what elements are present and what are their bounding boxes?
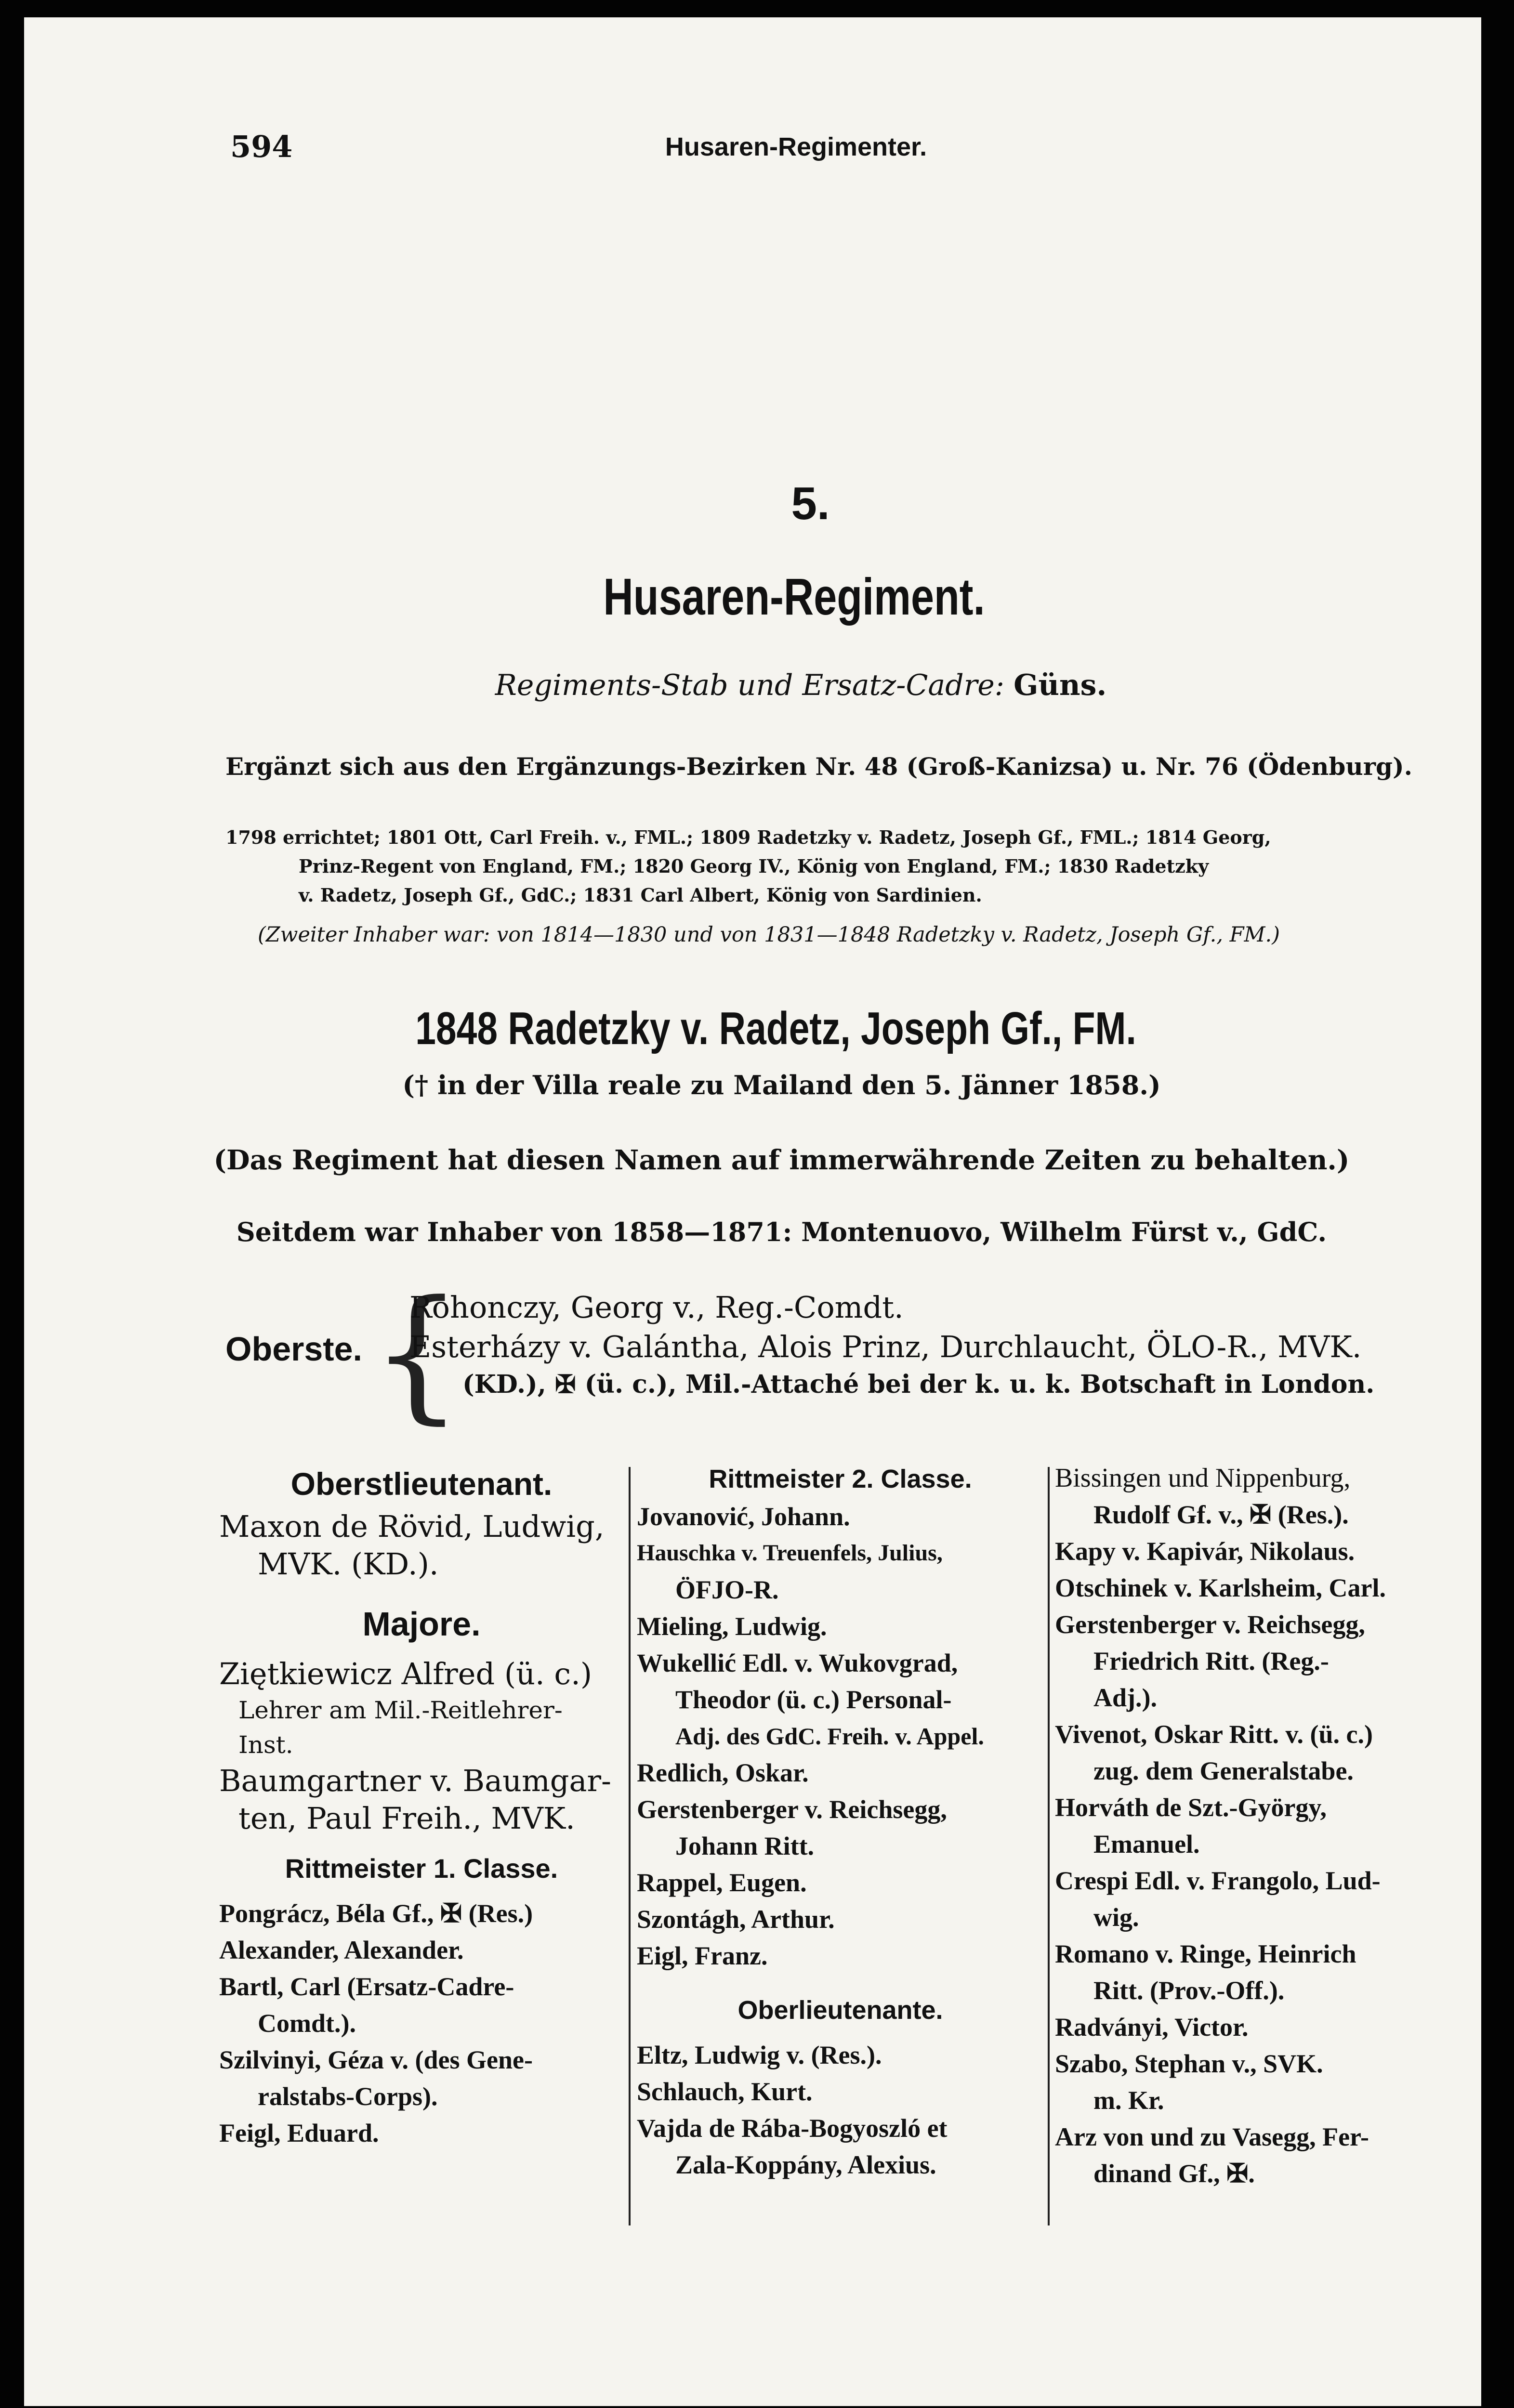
entry: Eltz, Ludwig v. (Res.). xyxy=(637,2041,882,2069)
entry: zug. dem Generalstabe. xyxy=(1093,1756,1354,1785)
entry: Arz von und zu Vasegg, Fer- xyxy=(1055,2122,1369,2151)
page-number: 594 xyxy=(230,129,293,164)
entry: MVK. (KD.). xyxy=(258,1546,439,1582)
owner-since: Seitdem war Inhaber von 1858—1871: Montenuovo, Wilhelm Fürst v., GdC. xyxy=(236,1217,1327,1247)
running-head: Husaren-Regimenter. xyxy=(665,132,927,161)
entry: Ritt. (Prov.-Off.). xyxy=(1093,1976,1285,2005)
oberste-brace: { xyxy=(371,1269,463,1438)
regiment-number: 5. xyxy=(791,478,830,529)
document-page xyxy=(24,17,1481,2406)
column-2 xyxy=(637,1460,1044,2183)
entry: Lehrer am Mil.-Reitlehrer- xyxy=(238,1696,563,1724)
entry: Inst. xyxy=(238,1731,293,1759)
entry: Horváth de Szt.-György, xyxy=(1055,1793,1327,1822)
entry: Szilvinyi, Géza v. (des Gene- xyxy=(219,2045,533,2074)
history-line-1: 1798 errichtet; 1801 Ott, Carl Freih. v., FML.; 1809 Radetzky v. Radetz, Joseph Gf., FML.; 1814 Georg, xyxy=(225,826,1271,848)
oberstlieutenant-heading: Oberstlieutenant. xyxy=(290,1466,553,1502)
rittmeister1-heading: Rittmeister 1. Classe. xyxy=(285,1853,558,1884)
entry: Kapy v. Kapivár, Nikolaus. xyxy=(1055,1537,1355,1566)
rittmeister2-heading: Rittmeister 2. Classe. xyxy=(709,1465,972,1493)
column-divider-2 xyxy=(1048,1467,1050,2225)
entry: Redlich, Oskar. xyxy=(637,1758,809,1787)
oberlieutenante-heading: Oberlieutenante. xyxy=(737,1996,943,2025)
entry: dinand Gf., ✠. xyxy=(1093,2159,1255,2188)
entry: wig. xyxy=(1093,1903,1139,1932)
entry: Crespi Edl. v. Frangolo, Lud- xyxy=(1055,1866,1381,1895)
entry: Jovanović, Johann. xyxy=(637,1502,850,1531)
staff-line xyxy=(24,668,1481,702)
entry: Baumgartner v. Baumgar- xyxy=(219,1763,611,1798)
entry: Emanuel. xyxy=(1093,1830,1200,1858)
entry: Alexander, Alexander. xyxy=(219,1936,464,1964)
entry: ÖFJO-R. xyxy=(675,1575,779,1604)
entry: Mieling, Ludwig. xyxy=(637,1612,827,1641)
staff-label: Regiments-Stab und Ersatz-Cadre: xyxy=(495,668,1005,702)
majore-heading: Majore. xyxy=(362,1605,481,1643)
entry: ralstabs-Corps). xyxy=(258,2082,438,2111)
oberste-line-2: Esterházy v. Galántha, Alois Prinz, Durchlaucht, ÖLO-R., MVK. xyxy=(409,1329,1362,1364)
column-1 xyxy=(219,1460,624,2151)
oberste-line-1: Rohonczy, Georg v., Reg.-Comdt. xyxy=(409,1290,904,1325)
entry: Rappel, Eugen. xyxy=(637,1868,807,1897)
history-line-2: Prinz-Regent von England, FM.; 1820 Georg IV., König von England, FM.; 1830 Radetzky xyxy=(299,855,1209,877)
entry: Ziętkiewicz Alfred (ü. c.) xyxy=(219,1656,592,1691)
entry: Bissingen und Nippenburg, xyxy=(1055,1463,1351,1493)
owner-note: (Das Regiment hat diesen Namen auf immerwährende Zeiten zu behalten.) xyxy=(213,1144,1350,1176)
entry: Szabo, Stephan v., SVK. xyxy=(1055,2049,1323,2078)
second-owner-line: (Zweiter Inhaber war: von 1814—1830 und von 1831—1848 Radetzky v. Radetz, Joseph Gf., FM.) xyxy=(258,923,1280,947)
entry: Rudolf Gf. v., ✠ (Res.). xyxy=(1093,1500,1349,1529)
regiment-title: Husaren-Regiment. xyxy=(603,567,985,626)
entry: Zala-Koppány, Alexius. xyxy=(675,2150,936,2179)
entry: Otschinek v. Karlsheim, Carl. xyxy=(1055,1573,1386,1602)
entry: Romano v. Ringe, Heinrich xyxy=(1055,1939,1356,1968)
entry: Feigl, Eduard. xyxy=(219,2119,379,2147)
entry: Friedrich Ritt. (Reg.- xyxy=(1093,1647,1329,1675)
entry: Pongrácz, Béla Gf., ✠ (Res.) xyxy=(219,1899,533,1928)
owner-death: († in der Villa reale zu Mailand den 5. Jänner 1858.) xyxy=(402,1070,1161,1100)
entry: Theodor (ü. c.) Personal- xyxy=(675,1685,952,1714)
entry: Adj.). xyxy=(1093,1683,1157,1712)
column-divider-1 xyxy=(629,1467,631,2225)
entry: Wukellić Edl. v. Wukovgrad, xyxy=(637,1649,958,1677)
entry: Adj. des GdC. Freih. v. Appel. xyxy=(675,1723,984,1750)
entry: Comdt.). xyxy=(258,2009,356,2038)
entry: Szontágh, Arthur. xyxy=(637,1905,835,1934)
entry: ten, Paul Freih., MVK. xyxy=(238,1801,575,1836)
entry: Bartl, Carl (Ersatz-Cadre- xyxy=(219,1972,514,2001)
entry: Vajda de Rába-Bogyoszló et xyxy=(637,2114,948,2143)
column-3 xyxy=(1055,1460,1479,2192)
entry: m. Kr. xyxy=(1093,2086,1164,2115)
entry: Johann Ritt. xyxy=(675,1832,815,1860)
entry: Eigl, Franz. xyxy=(637,1941,768,1970)
entry: Gerstenberger v. Reichsegg, xyxy=(1055,1610,1365,1639)
entry: Schlauch, Kurt. xyxy=(637,2077,813,2106)
entry: Vivenot, Oskar Ritt. v. (ü. c.) xyxy=(1055,1720,1373,1749)
supplement-line: Ergänzt sich aus den Ergänzungs-Bezirken Nr. 48 (Groß-Kanizsa) u. Nr. 76 (Ödenburg). xyxy=(225,752,1413,781)
entry: Maxon de Rövid, Ludwig, xyxy=(219,1509,605,1544)
entry: Hauschka v. Treuenfels, Julius, xyxy=(637,1540,943,1566)
history-line-3: v. Radetz, Joseph Gf., GdC.; 1831 Carl Albert, König von Sardinien. xyxy=(299,884,982,906)
entry: Radványi, Victor. xyxy=(1055,2013,1249,2042)
oberste-label: Oberste. xyxy=(225,1330,362,1368)
entry: Gerstenberger v. Reichsegg, xyxy=(637,1795,947,1824)
oberste-line-3: (KD.), ✠ (ü. c.), Mil.-Attaché bei der k. u. k. Botschaft in London. xyxy=(462,1370,1375,1399)
staff-place: Güns. xyxy=(1014,668,1107,702)
owner-name: 1848 Radetzky v. Radetz, Joseph Gf., FM. xyxy=(415,1003,1136,1054)
